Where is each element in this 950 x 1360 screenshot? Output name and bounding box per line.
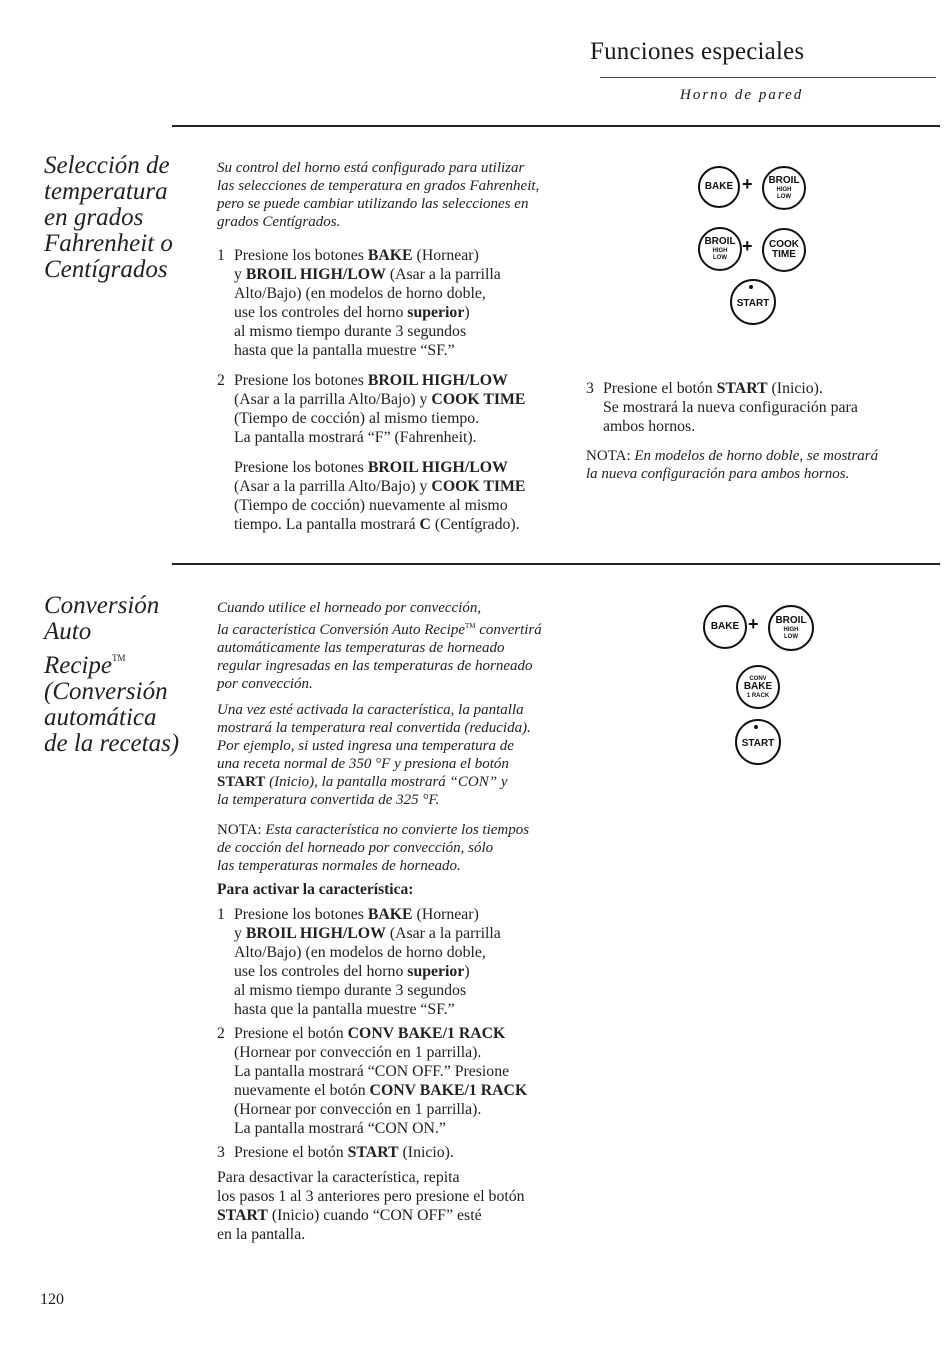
intro-line: Su control del horno está configurado para utilizar <box>217 160 525 176</box>
section2-step-3: 3 Presione el botón START (Inicio). <box>217 1144 454 1161</box>
section1-step-2b: Presione los botones BROIL HIGH/LOW (Asar a la parrilla Alto/Bajo) y COOK TIME (Tiempo de cocción) nuevamente al mismo tiempo. La pantalla mostrará C (Centígrado). <box>234 459 526 533</box>
step-number: 2 <box>217 1025 225 1042</box>
start-indicator-dot <box>749 285 753 289</box>
page-header-subtitle: Horno de pared <box>680 87 804 103</box>
bake-button-icon: BAKE <box>698 166 740 208</box>
broil-high-low-button-icon: BROIL HIGH LOW <box>698 227 742 271</box>
bake-button-icon: BAKE <box>703 605 747 649</box>
section1-intro <box>217 159 577 231</box>
section1-step-1: 1 Presione los botones BAKE (Hornear) y BROIL HIGH/LOW (Asar a la parrilla Alto/Bajo) (en modelos de horno doble, use los controles del horno superior) al mismo tiempo durante 3 segundos hasta que la pantalla muestre “SF.” <box>217 247 501 359</box>
section2-title-line: Auto <box>44 618 92 645</box>
section2-title-line: automática <box>44 704 157 731</box>
section2-intro-1: Cuando utilice el horneado por convección, la característica Conversión Auto Recipe™ convertirá automáticamente las temperaturas de horneado regular ingresadas en las temperaturas de horneado por convección. <box>217 600 542 692</box>
cook-time-button-icon: COOK TIME <box>762 228 806 272</box>
section2-title-line: de la recetas) <box>44 730 180 757</box>
section1-step-2: 2 Presione los botones BROIL HIGH/LOW (Asar a la parrilla Alto/Bajo) y COOK TIME (Tiempo de cocción) al mismo tiempo. La pantalla mostrará “F” (Fahrenheit). <box>217 372 526 446</box>
page-number: 120 <box>40 1291 64 1308</box>
step-number: 1 <box>217 247 225 264</box>
section1-step-3: 3 Presione el botón START (Inicio). Se mostrará la nueva configuración para ambos hornos. <box>586 380 858 435</box>
step-number: 3 <box>586 380 594 397</box>
section2-intro-2: Una vez esté activada la característica, la pantalla mostrará la temperatura real convertida (reducida). Por ejemplo, si usted ingresa una temperatura de una receta normal de 350 °F y presiona el botón START (Inicio), la pantalla mostrará “CON” y la temperatura convertida de 325 °F. <box>217 702 531 808</box>
section2-title-line: Conversión <box>44 592 160 619</box>
section1-title-line: Selección de <box>44 152 170 179</box>
intro-line: las selecciones de temperatura en grados Fahrenheit, <box>217 178 540 194</box>
start-indicator-dot <box>754 725 758 729</box>
section1-note: NOTA: En modelos de horno doble, se mostrará la nueva configuración para ambos hornos. <box>586 448 879 482</box>
section2-title: Conversión Auto Recipe™ (Conversión automática de la recetas) <box>44 592 180 757</box>
section2-step-1: 1 Presione los botones BAKE (Hornear) y BROIL HIGH/LOW (Asar a la parrilla Alto/Bajo) (en modelos de horno doble, use los controles del horno superior) al mismo tiempo durante 3 segundos hasta que la pantalla muestre “SF.” <box>217 906 501 1018</box>
section2-title-line: (Conversión <box>44 678 168 705</box>
broil-high-low-button-icon: BROIL HIGH LOW <box>762 166 806 210</box>
deactivate-instructions: Para desactivar la característica, repita los pasos 1 al 3 anteriores pero presione el botón START (Inicio) cuando “CON OFF” esté en la pantalla. <box>217 1169 525 1243</box>
intro-line: pero se puede cambiar utilizando las selecciones en <box>217 196 529 212</box>
intro-line: grados Centígrados. <box>217 214 341 230</box>
section1-title-line: en grados <box>44 204 144 231</box>
page-header-title: Funciones especiales <box>590 38 805 65</box>
plus-icon: + <box>748 614 759 634</box>
section2-step-2: 2 Presione el botón CONV BAKE/1 RACK (Hornear por convección en 1 parrilla). La pantalla mostrará “CON OFF.” Presione nuevamente el botón CONV BAKE/1 RACK (Hornear por convección en 1 parrilla). La pantalla mostrará “CON ON.” <box>217 1025 528 1137</box>
section-divider-middle <box>172 563 940 565</box>
activate-heading: Para activar la característica: <box>217 881 414 898</box>
section2-note: NOTA: Esta característica no convierte los tiempos de cocción del horneado por convección, sólo las temperaturas normales de horneado. <box>217 822 530 874</box>
section1-title-line: Fahrenheit o <box>44 230 173 257</box>
section1-title-line: Centígrados <box>44 256 168 283</box>
section1-title-line: temperatura <box>44 178 168 205</box>
step-number: 3 <box>217 1144 225 1161</box>
plus-icon: + <box>742 174 753 194</box>
section1-title <box>44 153 173 283</box>
trademark-symbol: TM <box>112 653 126 663</box>
section-divider-top <box>172 125 940 127</box>
start-button-icon: START <box>730 279 776 325</box>
step-number: 2 <box>217 372 225 389</box>
broil-high-low-button-icon: BROIL HIGH LOW <box>768 605 814 651</box>
plus-icon: + <box>742 236 753 256</box>
step-number: 1 <box>217 906 225 923</box>
conv-bake-button-icon: CONV BAKE 1 RACK <box>736 665 780 709</box>
start-button-icon: START <box>735 719 781 765</box>
header-rule <box>600 77 936 78</box>
